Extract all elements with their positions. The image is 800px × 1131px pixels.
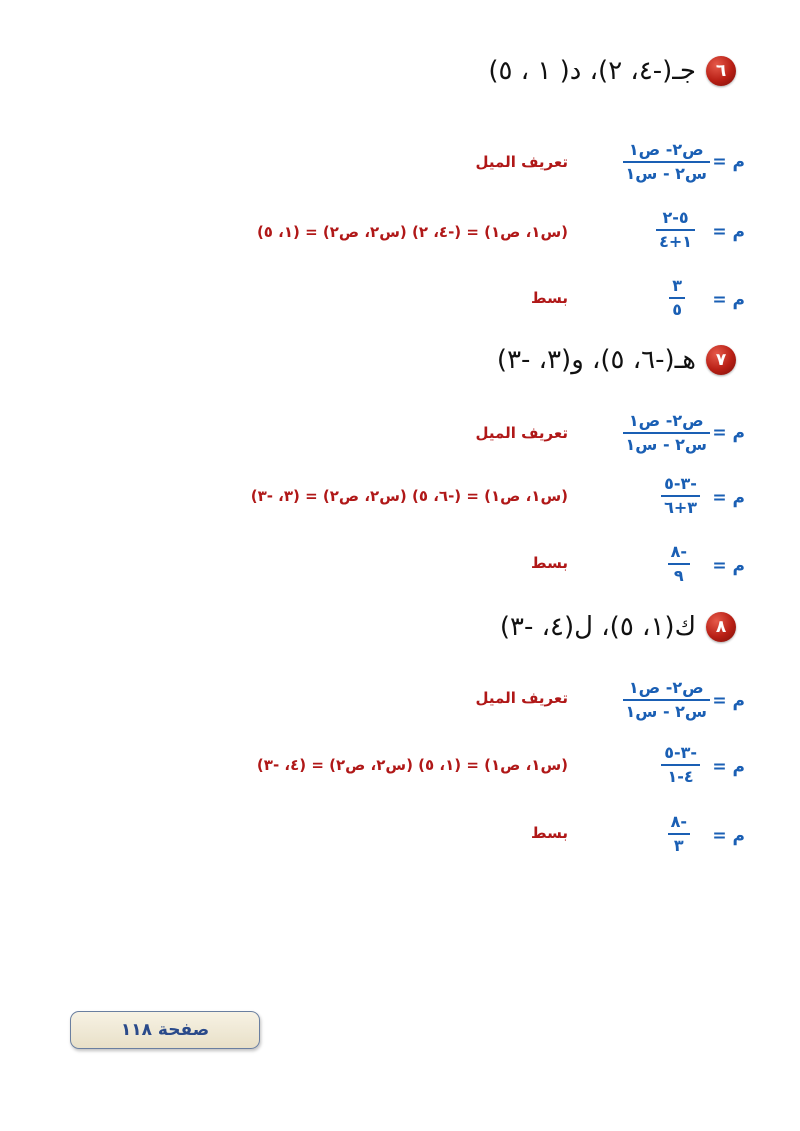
fraction-numerator: ص٢- ص١ — [628, 411, 704, 430]
problem-number-badge: ٧ — [706, 345, 736, 375]
step-note: تعريف الميل — [475, 153, 568, 171]
fraction-denominator: ٩ — [673, 566, 684, 585]
fraction-denominator: س٢ - س١ — [625, 435, 707, 454]
page-number-label: صفحة ١١٨ — [120, 1020, 210, 1040]
fraction-numerator: -٨ — [670, 812, 687, 831]
problem-header — [497, 345, 736, 375]
fraction — [668, 812, 690, 856]
slope-symbol: م = — [712, 826, 745, 846]
fraction — [661, 743, 700, 787]
fraction-denominator: ٣ — [673, 836, 684, 855]
fraction-numerator: -٣-٥ — [664, 743, 697, 762]
slope-symbol: م = — [712, 152, 745, 172]
problem-number-badge: ٨ — [706, 612, 736, 642]
fraction-denominator: ٤-١ — [667, 767, 694, 786]
problem-header — [488, 56, 736, 86]
slope-symbol: م = — [712, 556, 745, 576]
fraction — [669, 276, 685, 320]
page-number-box — [70, 1011, 260, 1049]
step-note: تعريف الميل — [475, 424, 568, 442]
fraction-denominator: ١+٤ — [659, 232, 692, 251]
fraction-denominator: ٣+٦ — [664, 498, 697, 517]
slope-symbol: م = — [712, 290, 745, 310]
fraction — [656, 208, 695, 252]
fraction — [623, 411, 710, 455]
step-note: بسط — [531, 289, 568, 307]
step-note: تعريف الميل — [475, 689, 568, 707]
fraction-denominator: س٢ - س١ — [625, 702, 707, 721]
fraction-denominator: ٥ — [672, 300, 682, 319]
step-note: بسط — [531, 554, 568, 572]
problem-header — [500, 612, 736, 642]
step-note: (س١، ص١) = (١، ٥) (س٢، ص٢) = (٤، -٣) — [256, 756, 568, 774]
fraction — [661, 474, 700, 518]
fraction — [623, 140, 710, 184]
slope-symbol: م = — [712, 757, 745, 777]
step-note: (س١، ص١) = (-٦، ٥) (س٢، ص٢) = (٣، -٣) — [250, 487, 568, 505]
problem-points: هـ(-٦، ٥)، و(٣، -٣) — [496, 345, 696, 375]
fraction-denominator: س٢ - س١ — [625, 164, 707, 183]
step-note: (س١، ص١) = (-٤، ٢) (س٢، ص٢) = (١، ٥) — [256, 223, 568, 241]
slope-symbol: م = — [712, 423, 745, 443]
fraction-numerator: ٥-٢ — [662, 208, 689, 227]
problem-points: جـ(-٤، ٢)، د( ١ ، ٥) — [488, 56, 696, 86]
fraction-numerator: ٣ — [672, 276, 682, 295]
slope-symbol: م = — [712, 488, 745, 508]
problem-number-badge: ٦ — [706, 56, 736, 86]
fraction — [668, 542, 690, 586]
slope-symbol: م = — [712, 691, 745, 711]
problem-points: ك(١، ٥)، ل(٤، -٣) — [499, 612, 696, 642]
fraction — [623, 678, 710, 722]
fraction-numerator: ص٢- ص١ — [628, 140, 704, 159]
slope-symbol: م = — [712, 222, 745, 242]
step-note: بسط — [531, 824, 568, 842]
fraction-numerator: ص٢- ص١ — [628, 678, 704, 697]
fraction-numerator: -٣-٥ — [664, 474, 697, 493]
fraction-numerator: -٨ — [670, 542, 687, 561]
